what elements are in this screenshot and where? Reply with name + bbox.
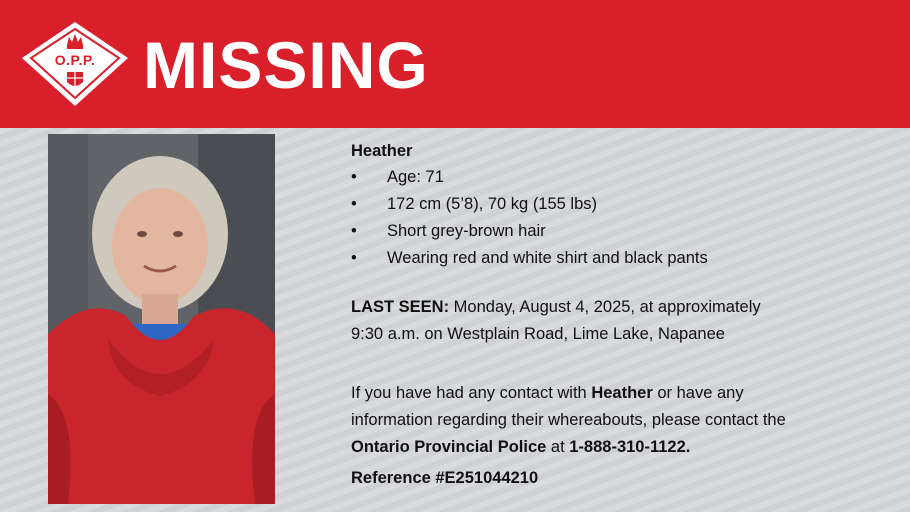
shield-icon [67,72,83,86]
contact-part3: at [546,438,570,456]
page-title: MISSING [143,28,429,102]
bullet: • [351,168,357,186]
bullet: • [351,222,357,240]
details-list [351,164,891,272]
contact-name: Heather [591,384,653,402]
last-seen-line2: 9:30 a.m. on Westplain Road, Lime Lake, Napanee [351,325,725,343]
person-name: Heather [351,142,413,160]
detail-height-weight: 172 cm (5’8), 70 kg (155 lbs) [387,195,598,213]
list-item [351,218,891,245]
missing-person-photo [48,134,275,504]
person-portrait-image [48,134,275,504]
reference-number: Reference #E251044210 [351,469,539,487]
contact-agency: Ontario Provincial Police [351,438,547,456]
last-seen-line1: Monday, August 4, 2025, at approximately [449,298,761,316]
detail-hair: Short grey-brown hair [387,222,546,240]
header-banner [0,0,910,128]
list-item [351,245,891,272]
list-item [351,191,891,218]
opp-logo [20,20,130,108]
logo-text: O.P.P. [54,52,96,68]
last-seen-label: LAST SEEN: [351,298,450,316]
contact-info [351,380,891,461]
contact-line2: information regarding their whereabouts, please contact the [351,411,786,429]
detail-age: Age: 71 [387,168,444,186]
detail-clothing: Wearing red and white shirt and black pants [387,249,708,267]
contact-part1: If you have had any contact with [351,384,592,402]
person-details [351,138,891,492]
list-item [351,164,891,191]
bullet: • [351,195,357,213]
last-seen [351,294,891,348]
contact-part2: or have any [652,384,744,402]
contact-phone: 1-888-310-1122. [569,438,691,456]
bullet: • [351,249,357,267]
